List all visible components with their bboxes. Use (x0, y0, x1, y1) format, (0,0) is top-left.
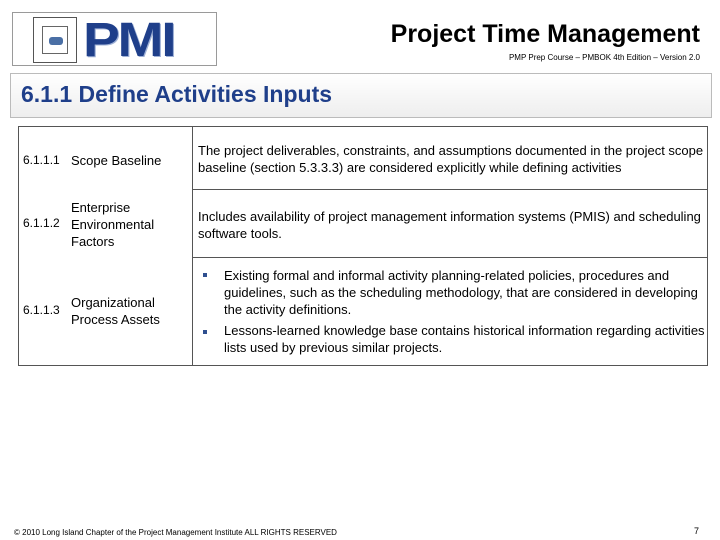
bullet-text-2: Lessons-learned knowledge base contains historical information regarding activities lists used by previous similar projects. (224, 323, 705, 355)
presentation-subtitle: PMP Prep Course – PMBOK 4th Edition – Version 2.0 (508, 53, 700, 62)
pmi-logo-text: PMI (83, 14, 175, 67)
input-description-2: Includes availability of project management information systems (PMIS) and scheduling software tools. (198, 209, 701, 241)
row-divider (192, 189, 708, 190)
presentation-title: Project Time Management (390, 20, 700, 48)
bullet-icon (203, 330, 207, 334)
input-label-organizational-process-assets: Organizational Process Assets (71, 295, 160, 327)
inputs-table (18, 126, 708, 366)
slide-title-bar (10, 73, 712, 118)
input-label-enterprise-environmental-factors: Enterprise Environmental Factors (71, 200, 155, 249)
input-number-2: 6.1.1.2 (23, 216, 60, 230)
row-divider (192, 257, 708, 258)
copyright-footer: © 2010 Long Island Chapter of the Project Management Institute ALL RIGHTS RESERVED (14, 528, 337, 537)
input-number-3: 6.1.1.3 (23, 303, 60, 317)
bullet-text-1: Existing formal and informal activity planning-related policies, procedures and guidelines, such as the scheduling methodology, that are considered in developing the activity definitions. (224, 268, 698, 317)
chapter-seal-icon (33, 17, 77, 63)
slide-title: 6.1.1 Define Activities Inputs (21, 81, 333, 107)
page-number: 7 (694, 526, 700, 536)
input-label-scope-baseline: Scope Baseline (71, 153, 162, 168)
input-description-1: The project deliverables, constraints, and assumptions documented in the project scope baseline (section 5.3.3.3) are considered explicitly while defining activities (198, 143, 704, 175)
column-divider (192, 127, 193, 365)
pmi-logo (12, 12, 217, 66)
input-number-1: 6.1.1.1 (23, 153, 60, 167)
bullet-icon (203, 273, 207, 277)
